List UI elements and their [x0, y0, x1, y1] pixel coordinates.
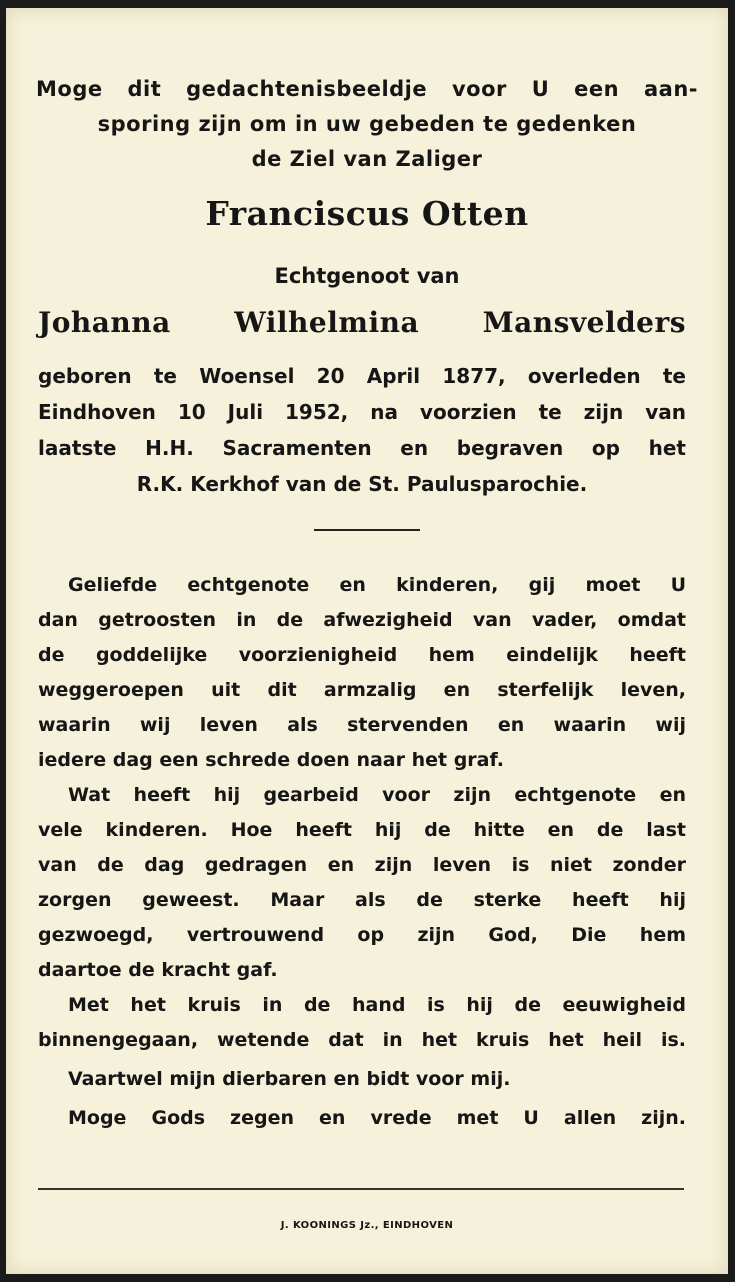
birth-line-2: Eindhoven 10 Juli 1952, na voorzien te zijn van	[38, 400, 686, 424]
p5-line: Moge Gods zegen en vrede met U allen zijn.	[68, 1107, 686, 1129]
memorial-card	[6, 8, 728, 1274]
p3-line-2: binnengegaan, wetende dat in het kruis het heil is.	[38, 1029, 686, 1051]
birth-line-4: R.K. Kerkhof van de St. Paulusparochie.	[136, 472, 588, 496]
intro-text	[36, 72, 698, 177]
p2-line-4: zorgen geweest. Maar als de sterke heeft hij	[38, 889, 686, 911]
p1-line-5: waarin wij leven als stervenden en waarin wij	[38, 714, 686, 736]
spouse-name: Johanna Wilhelmina Mansvelders	[38, 306, 686, 339]
p2-line-3: van de dag gedragen en zijn leven is niet zonder	[38, 854, 686, 876]
intro-line-1: Moge dit gedachtenisbeeldje voor U een aan-	[36, 77, 698, 101]
spouse-label: Echtgenoot van	[274, 264, 460, 288]
birth-death-text	[38, 358, 686, 502]
divider-short	[314, 529, 420, 531]
birth-line-3: laatste H.H. Sacramenten en begraven op het	[38, 436, 686, 460]
p1-line-3: de goddelijke voorzienigheid hem eindelijk heeft	[38, 644, 686, 666]
printer-imprint: J. KOONINGS Jz., EINDHOVEN	[280, 1220, 454, 1231]
intro-line-3: de Ziel van Zaliger	[251, 147, 483, 171]
p2-line-5: gezwoegd, vertrouwend op zijn God, Die hem	[38, 924, 686, 946]
p2-line-6: daartoe de kracht gaf.	[38, 959, 278, 981]
deceased-name: Franciscus Otten	[205, 194, 529, 233]
p4-line: Vaartwel mijn dierbaren en bidt voor mij.	[68, 1068, 511, 1090]
p2-line-1: Wat heeft hij gearbeid voor zijn echtgenote en	[68, 784, 686, 806]
divider-long	[38, 1188, 684, 1190]
p1-line-6: iedere dag een schrede doen naar het graf.	[38, 749, 504, 771]
p1-line-2: dan getroosten in de afwezigheid van vader, omdat	[38, 609, 686, 631]
p3-line-1: Met het kruis in de hand is hij de eeuwigheid	[68, 994, 686, 1016]
body-text	[38, 568, 686, 1136]
birth-line-1: geboren te Woensel 20 April 1877, overleden te	[38, 364, 686, 388]
p1-line-1: Geliefde echtgenote en kinderen, gij moet U	[68, 574, 686, 596]
intro-line-2: sporing zijn om in uw gebeden te gedenken	[97, 112, 637, 136]
p1-line-4: weggeroepen uit dit armzalig en sterfelijk leven,	[38, 679, 686, 701]
p2-line-2: vele kinderen. Hoe heeft hij de hitte en de last	[38, 819, 686, 841]
